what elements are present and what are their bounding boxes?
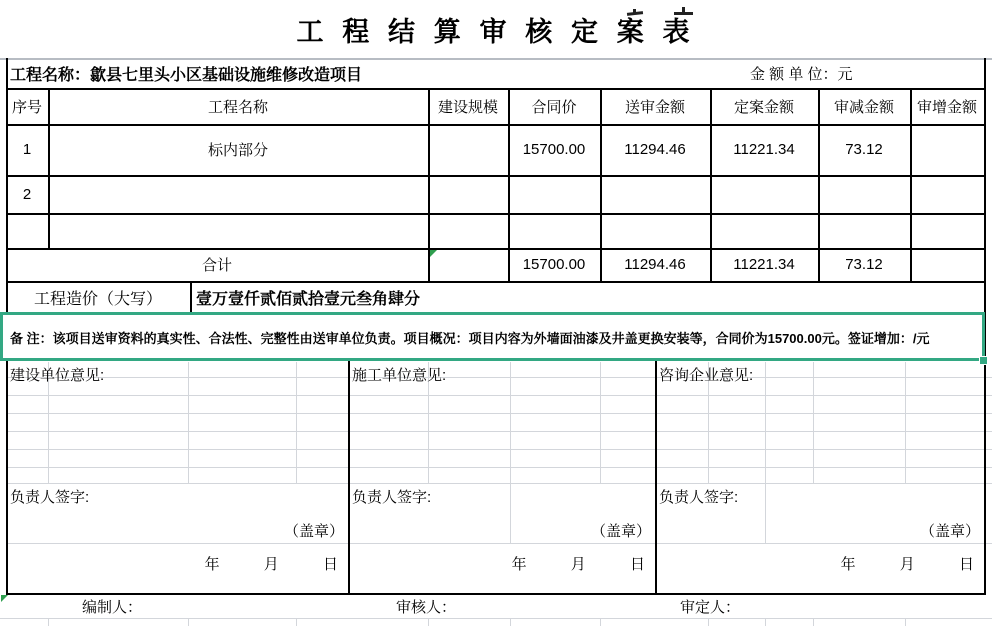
gridline [510, 619, 511, 626]
col-header-increase[interactable]: 审增金额 [916, 98, 977, 116]
date-line [6, 553, 338, 574]
col-header-submitted[interactable]: 送审金额 [624, 98, 685, 116]
cell-seq-1[interactable]: 1 [22, 141, 32, 158]
table-border [190, 281, 192, 314]
opinion-title: 建设单位意见: [10, 367, 105, 384]
gridline [986, 413, 992, 414]
gridline [813, 619, 814, 626]
cell-name-2[interactable] [48, 175, 428, 213]
cell-seq-3[interactable] [6, 213, 48, 248]
cell-error-indicator-icon [1, 595, 8, 602]
cell-name-1[interactable]: 标内部分 [207, 142, 268, 159]
month-label: 月 [263, 556, 279, 573]
preparer-label[interactable]: 编制人： [82, 598, 143, 616]
col-header-finalized[interactable]: 定案金额 [733, 98, 794, 116]
cell-name-3[interactable] [48, 213, 428, 248]
gridline [986, 431, 992, 432]
cell-contract-1[interactable]: 15700.00 [522, 141, 586, 158]
gridline [296, 619, 297, 626]
date-line [655, 553, 974, 574]
project-name-cell[interactable]: 工程名称：歙县七里头小区基础设施维修改造项目 [10, 66, 363, 84]
gridline [600, 619, 601, 626]
gridline [986, 483, 992, 484]
gridline [428, 619, 429, 626]
opinion-section-consultant[interactable] [655, 360, 984, 593]
cell-error-indicator-icon [430, 250, 437, 257]
cell-finalized-1[interactable]: 11221.34 [733, 141, 795, 158]
gridline [48, 619, 49, 626]
page-title: 工 程 结 算 审 核 定 案 表 [296, 17, 696, 47]
amount-words-label: 工程造价（大写） [33, 291, 162, 308]
auditor-label[interactable]: 审核人： [396, 598, 457, 616]
opinion-title: 咨询企业意见: [659, 367, 754, 384]
year-label: 年 [511, 556, 527, 573]
amount-unit-cell: 金 额 单 位：元 [750, 65, 853, 83]
gridline [986, 377, 992, 378]
seal-label: （盖章） [590, 523, 651, 540]
gridline [905, 619, 906, 626]
opinion-title: 施工单位意见: [352, 367, 447, 384]
cell-reduction-1[interactable]: 73.12 [845, 141, 883, 158]
sign-label: 负责人签字: [659, 489, 739, 506]
gridline [986, 467, 992, 468]
seal-label: （盖章） [919, 523, 980, 540]
cell-total-reduction[interactable]: 73.12 [845, 256, 883, 273]
cell-total-label[interactable]: 合计 [201, 257, 232, 274]
opinion-section-contractor[interactable] [348, 360, 655, 593]
gridline [986, 395, 992, 396]
day-label: 日 [322, 556, 338, 573]
col-header-name[interactable]: 工程名称 [207, 98, 268, 116]
gridline [765, 619, 766, 626]
month-label: 月 [899, 556, 915, 573]
year-label: 年 [840, 556, 856, 573]
sign-label: 负责人签字: [10, 489, 90, 506]
gridline [986, 449, 992, 450]
sign-label: 负责人签字: [352, 489, 432, 506]
col-header-scale[interactable]: 建设规模 [437, 98, 498, 116]
month-label: 月 [570, 556, 586, 573]
day-label: 日 [629, 556, 645, 573]
cell-seq-2[interactable]: 2 [22, 185, 32, 203]
approver-label[interactable]: 审定人： [680, 598, 741, 616]
seal-label: （盖章） [283, 523, 344, 540]
col-header-contract[interactable]: 合同价 [531, 98, 577, 116]
cell-total-submitted[interactable]: 11294.46 [624, 256, 686, 273]
amount-words-value[interactable]: 壹万壹仟贰佰贰拾壹元叁角肆分 [196, 291, 421, 308]
gridline [708, 619, 709, 626]
gridline [986, 543, 992, 544]
day-label: 日 [958, 556, 974, 573]
remark-text: 备 注：该项目送审资料的真实性、合法性、完整性由送审单位负责。项目概况：项目内容为外墙面油漆及井盖更换安装等，合同价为15700.00元。签证增加：/元 [10, 330, 930, 346]
gridline [0, 618, 992, 619]
cell-total-finalized[interactable]: 11221.34 [733, 256, 795, 273]
col-header-seq[interactable]: 序号 [11, 98, 42, 116]
cell-increase-1[interactable] [910, 124, 984, 175]
opinion-section-owner[interactable] [6, 360, 348, 593]
year-label: 年 [204, 556, 220, 573]
gridline [188, 619, 189, 626]
col-header-reduction[interactable]: 审减金额 [833, 98, 894, 116]
cell-total-contract[interactable]: 15700.00 [522, 256, 586, 273]
cell-submitted-1[interactable]: 11294.46 [624, 141, 686, 158]
date-line [348, 553, 645, 574]
